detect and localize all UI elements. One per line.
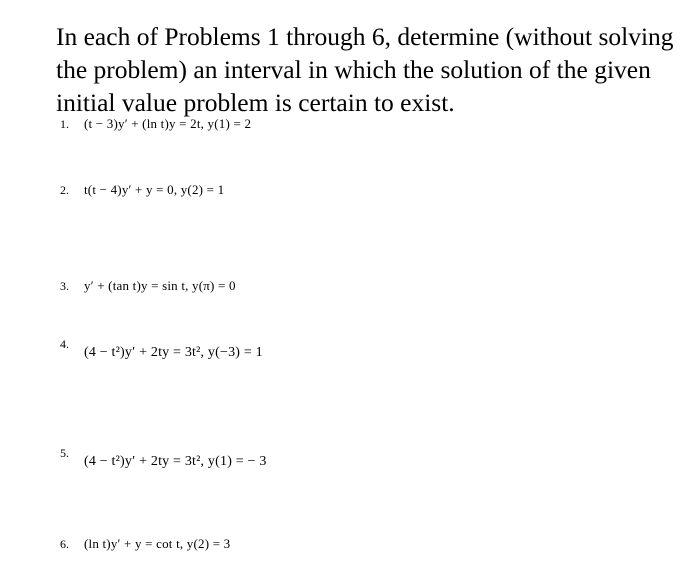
- problem-3: [60, 278, 236, 294]
- problem-6: [60, 536, 230, 552]
- problem-number: 5.: [60, 446, 69, 460]
- problem-equation: (t − 3)y′ + (ln t)y = 2t, y(1) = 2: [84, 116, 252, 131]
- problem-number: 6.: [60, 537, 69, 551]
- problem-number: 3.: [60, 279, 69, 293]
- problem-equation: y′ + (tan t)y = sin t, y(π) = 0: [84, 278, 236, 293]
- problem-number: 1.: [60, 117, 69, 131]
- problem-5: [60, 446, 267, 470]
- problem-instructions: In each of Problems 1 through 6, determine (without solving the problem) an interval in which the solution of the given initial value problem is certain to exist.: [56, 22, 674, 117]
- problem-4: [60, 337, 263, 361]
- problem-equation: t(t − 4)y′ + y = 0, y(2) = 1: [84, 182, 225, 197]
- problem-2: [60, 182, 224, 198]
- problem-number: 4.: [60, 337, 69, 351]
- problem-1: [60, 116, 251, 132]
- problem-equation: (ln t)y′ + y = cot t, y(2) = 3: [84, 536, 231, 551]
- problem-equation: (4 − t²)y′ + 2ty = 3t², y(1) = − 3: [84, 454, 267, 469]
- problem-number: 2.: [60, 183, 69, 197]
- problem-equation: (4 − t²)y′ + 2ty = 3t², y(−3) = 1: [84, 345, 263, 360]
